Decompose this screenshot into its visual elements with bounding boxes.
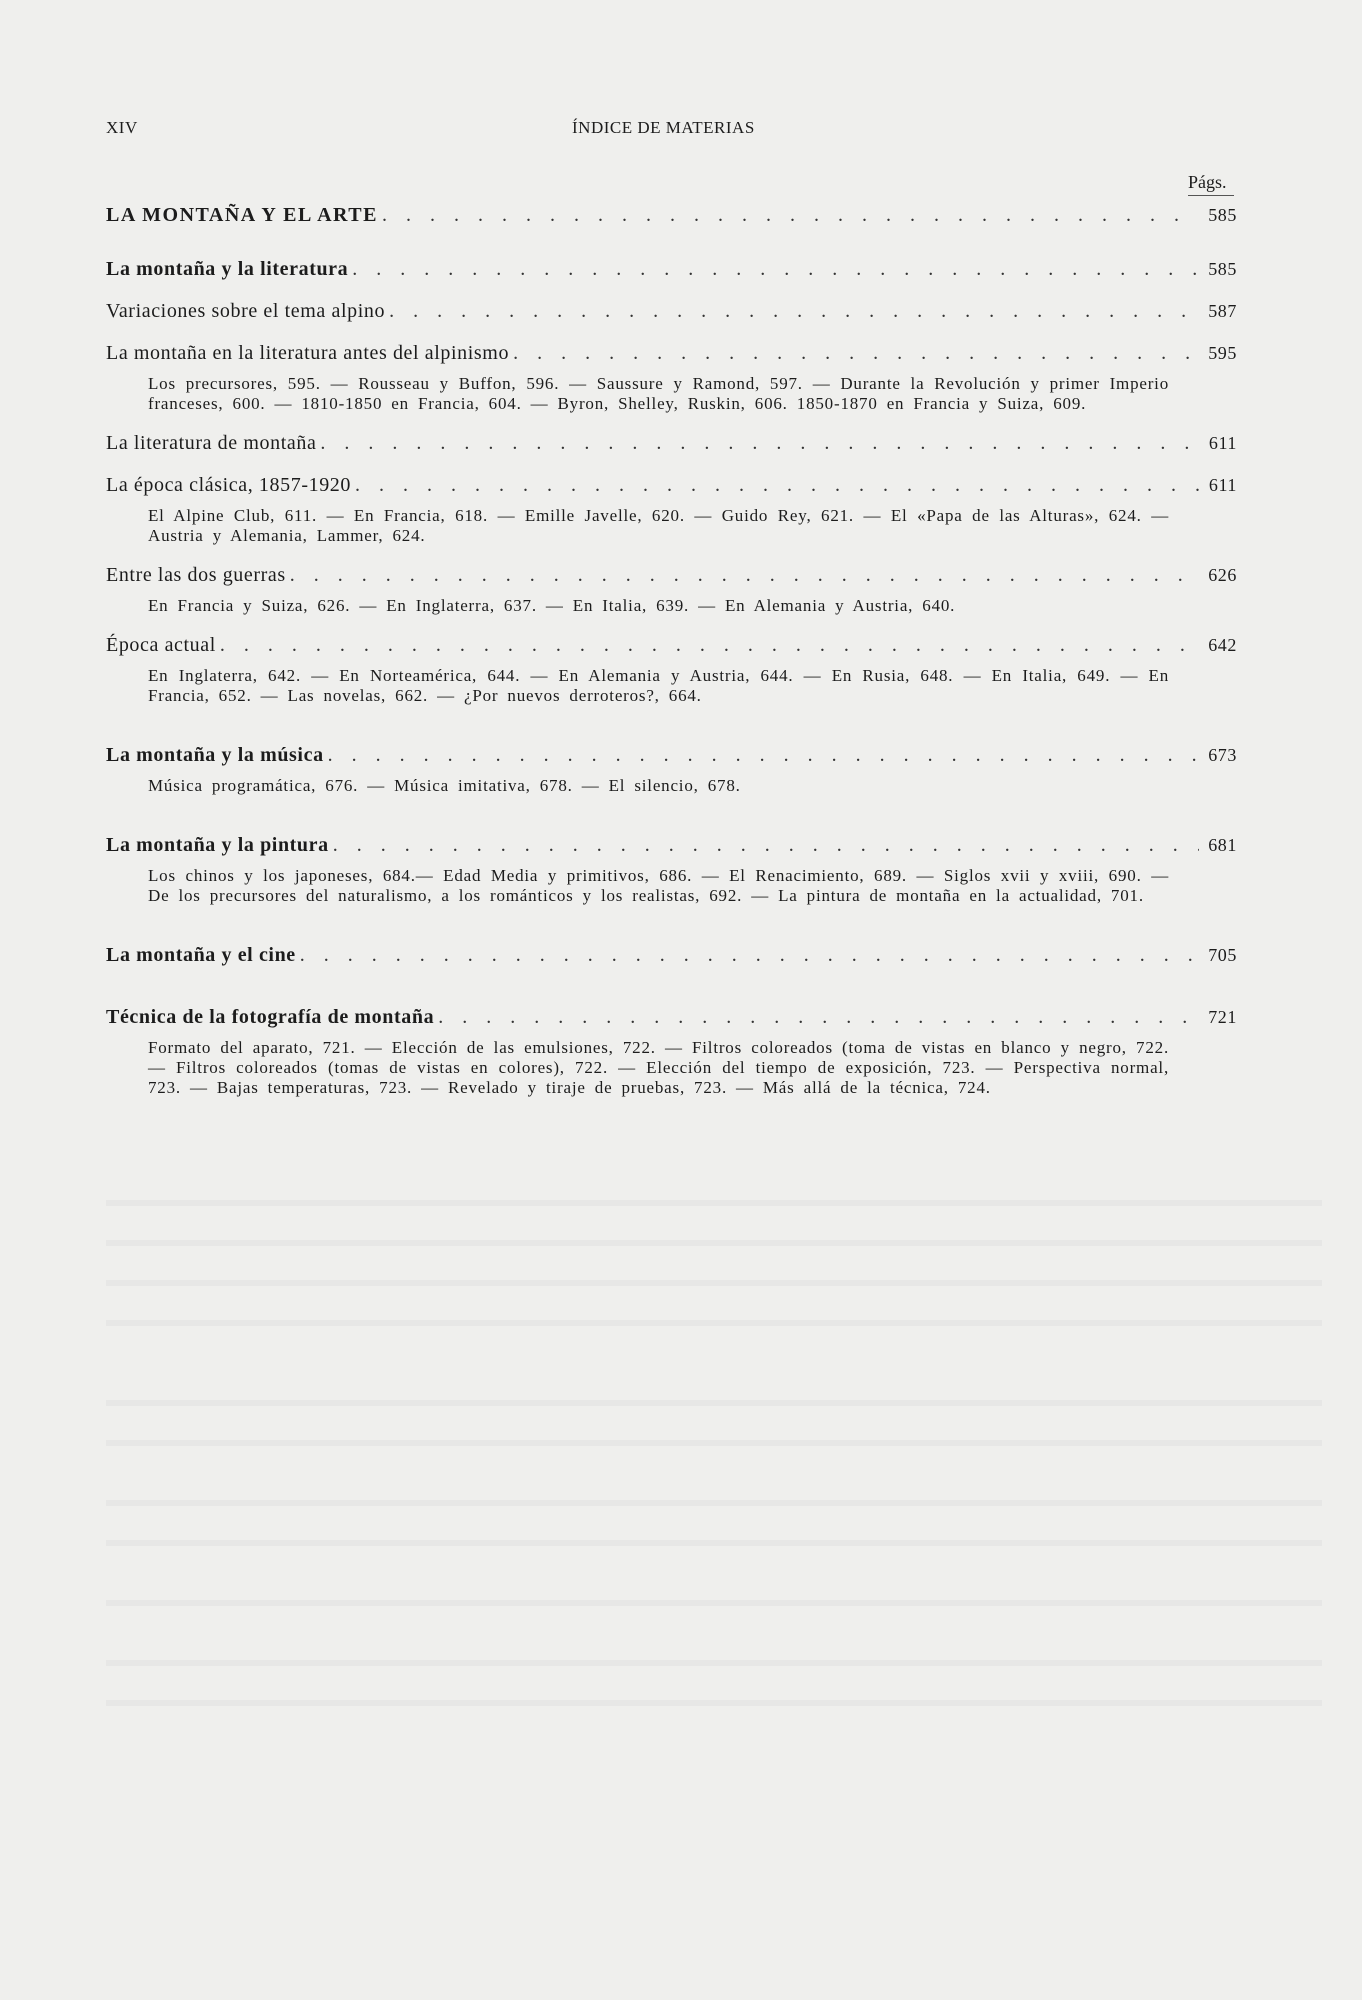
toc-entry-page: 585 [1208,205,1237,225]
toc-entry [106,1004,1237,1030]
toc-entry [106,298,1237,324]
pages-column-label: Págs. [1188,172,1227,192]
toc-entry-label: Época actual [106,634,216,656]
dot-leader [355,472,1199,498]
toc-entry-label: La época clásica, 1857-1920 [106,474,351,496]
toc-entry [106,562,1237,588]
toc-entry-label: Variaciones sobre el tema alpino [106,300,386,322]
toc-entry-page: 721 [1208,1007,1237,1027]
dot-leader [352,256,1199,282]
toc-entry [106,472,1237,498]
toc-entry [106,942,1237,968]
toc-entry-page: 626 [1208,565,1237,585]
show-through-line [106,1660,1322,1666]
toc-entry-page: 611 [1208,433,1237,453]
running-title: ÍNDICE DE MATERIAS [572,118,755,137]
toc-entry-page: 585 [1208,259,1237,279]
dot-leader [320,430,1199,456]
toc-entry-label: Técnica de la fotografía de montaña [106,1006,435,1028]
toc-entry-subtopics: En Inglaterra, 642. — En Norteamérica, 644. — En Alemania y Austria, 644. — En Rusia, 648. — En Italia, 649. — En Francia, 652. — Las novelas, 662. — ¿Por nuevos derroteros?, 664. [148,666,1169,705]
toc-entry [106,430,1237,456]
toc-entry-subtopics: Los precursores, 595. — Rousseau y Buffon, 596. — Saussure y Ramond, 597. — Durante la Revolución y primer Imperio franceses, 600. — 1810-1850 en Francia, 604. — Byron, Shelley, Ruskin, 606. 1850-1870 en Francia y Suiza, 609. [148,374,1169,413]
dot-leader [389,298,1199,324]
page-folio: XIV [106,118,138,137]
show-through-line [106,1320,1322,1326]
show-through-line [106,1400,1322,1406]
show-through-line [106,1240,1322,1246]
show-through-line [106,1200,1322,1206]
toc-entry-label: La montaña y el cine [106,944,296,966]
toc-entry [106,632,1237,658]
toc-entry-subtopics: Música programática, 676. — Música imitativa, 678. — El silencio, 678. [148,776,741,795]
toc-entry [106,202,1237,228]
toc-entry-page: 587 [1208,301,1237,321]
toc-entry-page: 642 [1208,635,1237,655]
dot-leader [333,832,1199,858]
show-through-line [106,1440,1322,1446]
dot-leader [382,202,1199,228]
toc-entry-page: 673 [1208,745,1237,765]
toc-entry-label: La montaña en la literatura antes del alpinismo [106,342,510,364]
table-of-contents [106,202,1237,1098]
toc-entry-subtopics: En Francia y Suiza, 626. — En Inglaterra, 637. — En Italia, 639. — En Alemania y Austria, 640. [148,596,956,615]
dot-leader [328,742,1199,768]
show-through-line [106,1700,1322,1706]
dot-leader [438,1004,1199,1030]
toc-entry-label: La montaña y la música [106,744,324,766]
toc-entry-page: 611 [1208,475,1237,495]
toc-entry-subtopics: Formato del aparato, 721. — Elección de las emulsiones, 722. — Filtros coloreados (toma de vistas en blanco y negro, 722. — Filtros coloreados (tomas de vistas en colores), 722. — Elección del tiempo de exposición, 723. — Perspectiva normal, 723. — Bajas temperaturas, 723. — Revelado y tiraje de pruebas, 723. — Más allá de la técnica, 724. [148,1038,1169,1097]
toc-entry [106,832,1237,858]
show-through-line [106,1500,1322,1506]
dot-leader [300,942,1199,968]
toc-entry [106,742,1237,768]
toc-entry-page: 681 [1208,835,1237,855]
toc-entry-label: LA MONTAÑA Y EL ARTE [106,204,378,226]
dot-leader [220,632,1199,658]
toc-entry-subtopics: Los chinos y los japoneses, 684.— Edad Media y primitivos, 686. — El Renacimiento, 689. — Siglos xvii y xviii, 690. — De los precursores del naturalismo, a los románticos y los realistas, 692. — La pintura de montaña en la actualidad, 701. [148,866,1169,905]
dot-leader [513,340,1199,366]
dot-leader [290,562,1199,588]
toc-entry-page: 705 [1208,945,1237,965]
pages-label-rule [1188,195,1234,196]
toc-entry-label: La literatura de montaña [106,432,317,454]
toc-entry-subtopics: El Alpine Club, 611. — En Francia, 618. — Emille Javelle, 620. — Guido Rey, 621. — El «Papa de las Alturas», 624. — Austria y Alemania, Lammer, 624. [148,506,1169,545]
toc-entry-page: 595 [1208,343,1237,363]
toc-entry [106,256,1237,282]
show-through-line [106,1600,1322,1606]
toc-entry-label: Entre las dos guerras [106,564,286,586]
toc-entry [106,340,1237,366]
show-through-line [106,1280,1322,1286]
show-through-line [106,1540,1322,1546]
toc-entry-label: La montaña y la literatura [106,258,349,280]
toc-entry-label: La montaña y la pintura [106,834,329,856]
